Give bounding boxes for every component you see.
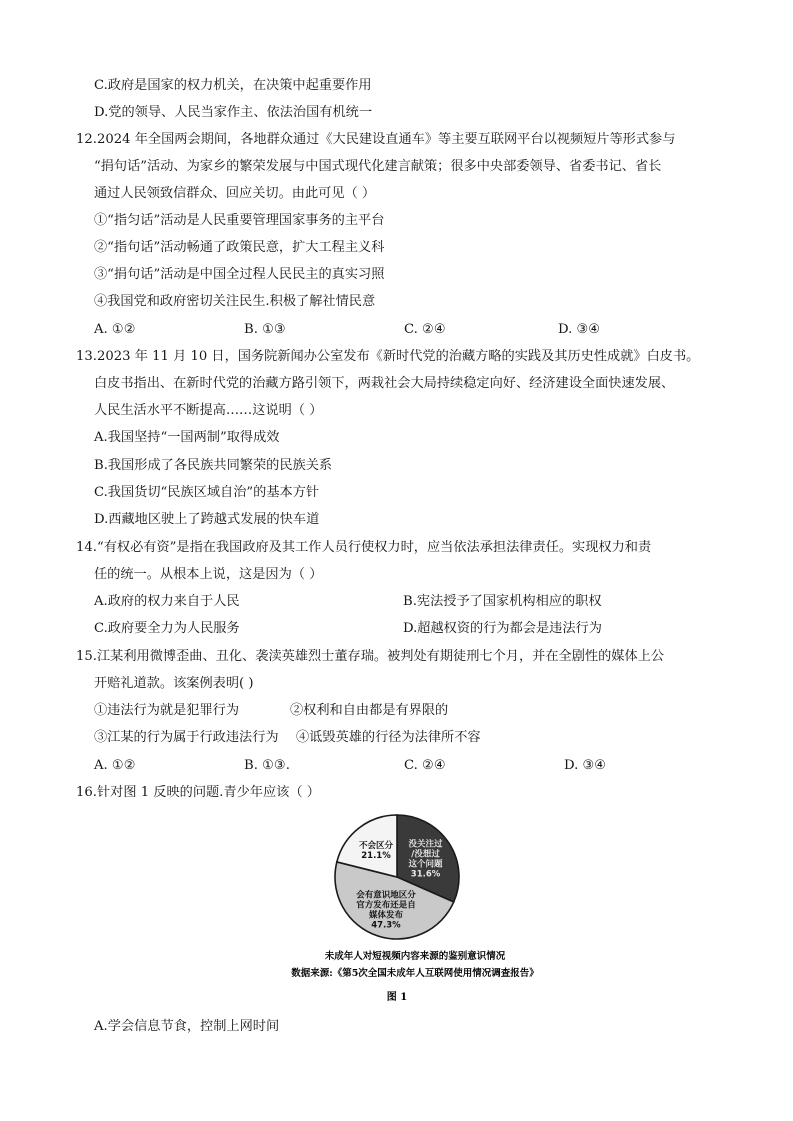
q16-stem: 16.针对图 1 反映的问题.青少年应该（ ） bbox=[76, 785, 320, 800]
q12-choice-a: A. ①② bbox=[94, 322, 136, 337]
q12-stem-line1: 12.2024 年全国两会期间，各地群众通过《大民建设直通车》等主要互联网平台以视频短片等形式参与 bbox=[76, 132, 676, 147]
q12-stem-line3: 通过人民领致信群众、回应关切。由此可见（ ） bbox=[94, 186, 376, 201]
pie-category-label-2: 官方发布还是自 bbox=[356, 900, 416, 911]
figure-1-pie-chart bbox=[270, 808, 560, 1008]
q12-item-3: ③“捐句话”活动是中国全过程人民民主的真实习照 bbox=[94, 267, 385, 282]
q12-item-4: ④我国党和政府密切关注民生.积极了解社情民意 bbox=[94, 294, 376, 309]
pie-category-label-2: 会有意识地区分 bbox=[356, 890, 416, 901]
q12-choice-c: C. ②④ bbox=[404, 322, 446, 337]
q12-item-1: ①“指匀话”活动是人民重要管理国家事务的主平台 bbox=[94, 213, 385, 228]
q12-item-2: ②“指句话”活动畅通了政策民意，扩大工程主义科 bbox=[94, 240, 385, 255]
q15-stem-line2: 开赔礼道款。该案例表明( ) bbox=[94, 676, 254, 691]
pie-category-label-1: /没想过 bbox=[411, 849, 440, 860]
q13-option-c: C.我国货切“民族区域自治”的基本方针 bbox=[94, 485, 320, 500]
chart-source: 数据来源:《第5次全国未成年人互联网使用情况调查报告》 bbox=[291, 968, 539, 979]
q15-choice-a: A. ①② bbox=[94, 758, 136, 773]
pie-value-label-1: 31.6% bbox=[410, 869, 441, 880]
pie-category-label-1: 没关注过 bbox=[408, 839, 443, 850]
q15-item-1: ①违法行为就是犯罪行为 bbox=[94, 703, 240, 718]
q15-choice-b: B. ①③. bbox=[244, 758, 290, 773]
q15-stem-line1: 15.江某利用微博歪曲、丑化、袭渎英雄烈士董存瑞。被判处有期徒刑七个月，并在全剧性的媒体上公 bbox=[76, 649, 665, 664]
pie-category-label-3: 不会区分 bbox=[359, 841, 394, 852]
pie-value-label-2: 47.3% bbox=[371, 920, 401, 931]
q14-option-d: D.超越权资的行为都会是违法行为 bbox=[403, 621, 602, 636]
q13-stem-line3: 人民生活水平不断提高……这说明（ ） bbox=[94, 403, 323, 418]
q15-choice-c: C. ②④ bbox=[404, 758, 446, 773]
chart-caption: 图 1 bbox=[386, 992, 408, 1003]
q13-option-a: A.我国坚持“一国两制”取得成效 bbox=[94, 430, 280, 445]
q13-stem-line1: 13.2023 年 11 月 10 日，国务院新闻办公室发布《新时代党的治藏方略的实践及其历史性成就》白皮书。 bbox=[76, 349, 700, 364]
q14-option-c: C.政府要全力为人民服务 bbox=[94, 621, 240, 636]
q16-option-a: A.学会信息节食，控制上网时间 bbox=[94, 1019, 280, 1034]
q15-item-3: ③江某的行为属于行政违法行为 bbox=[94, 730, 279, 745]
pie-category-label-1: 这个问题 bbox=[408, 859, 443, 870]
option-d-prev: D.党的领导、人民当家作主、依法治国有机统一 bbox=[94, 105, 373, 120]
q13-stem-line2: 白皮书指出、在新时代党的治藏方路引领下，两栽社会大局持续稳定向好、经济建设全面快速发展、 bbox=[94, 376, 675, 391]
chart-title: 未成年人对短视频内容来源的鉴别意识情况 bbox=[324, 951, 506, 962]
q15-item-2: ②权利和自由都是有界限的 bbox=[290, 703, 449, 718]
q13-option-d: D.西藏地区驶上了跨越式发展的快车道 bbox=[94, 512, 320, 527]
q12-choice-b: B. ①③ bbox=[244, 322, 286, 337]
pie-chart-svg bbox=[270, 808, 560, 1008]
q12-stem-line2: “捐句话”活动、为家乡的繁荣发展与中国式现代化建言献策；很多中央部委领导、省委书记、省长 bbox=[94, 159, 662, 174]
option-c-prev: C.政府是国家的权力机关，在决策中起重要作用 bbox=[94, 78, 372, 93]
pie-category-label-2: 媒体发布 bbox=[368, 910, 403, 921]
q15-item-4: ④诋毁英雄的行径为法律所不容 bbox=[296, 730, 481, 745]
q14-stem-line2: 任的统一。从根本上说，这是因为（ ） bbox=[94, 567, 323, 582]
pie-value-label-3: 21.1% bbox=[361, 851, 391, 862]
q15-choice-d: D. ③④ bbox=[564, 758, 607, 773]
q14-option-a: A.政府的权力来自于人民 bbox=[94, 594, 240, 609]
q14-option-b: B.宪法授予了国家机构相应的职权 bbox=[403, 594, 602, 609]
q14-stem-line1: 14.“有权必有资”是指在我国政府及其工作人员行使权力时，应当依法承担法律责任。实现权力和责 bbox=[76, 540, 652, 555]
q12-choice-d: D. ③④ bbox=[558, 322, 601, 337]
q13-option-b: B.我国形成了各民族共同繁荣的民族关系 bbox=[94, 458, 333, 473]
